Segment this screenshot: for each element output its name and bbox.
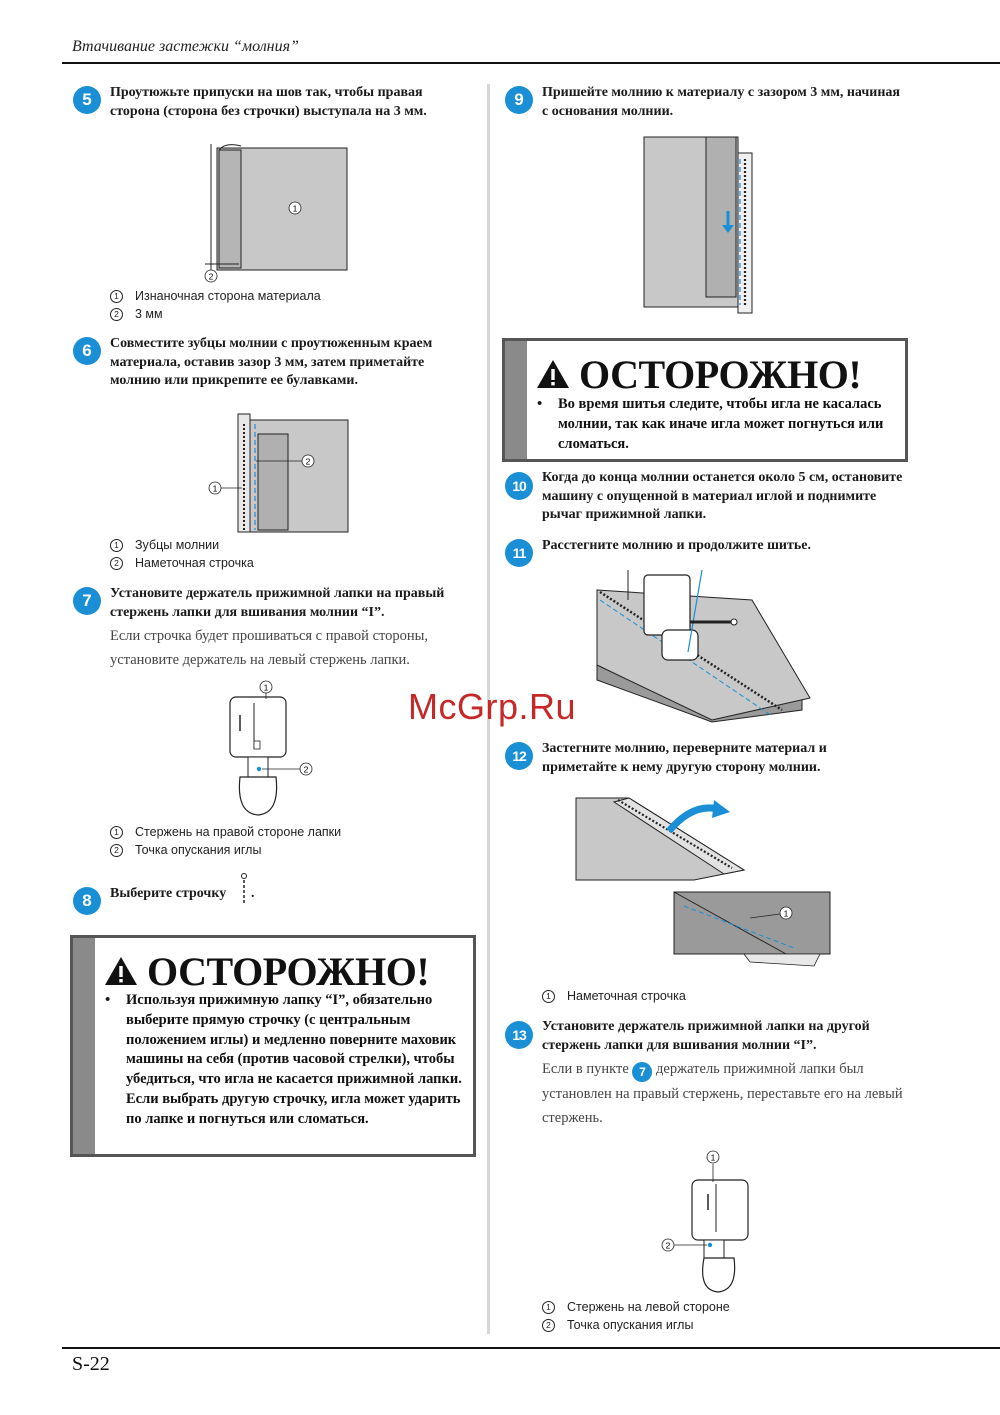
fig12-label-1: 1 [783,908,789,919]
legend-item: Точка опускания иглы [135,843,262,857]
step-8-suffix: . [251,886,255,901]
step-10-badge: 10 [505,472,533,500]
step-7-body: Если строчка будет прошиваться с правой стороны, установите держатель на левый стержень лапки. [110,628,429,668]
fig7-label-2: 2 [303,764,309,775]
step-6-legend: 1 Зубцы молнии 2 Наметочная строчка [110,536,254,572]
straight-stitch-icon [238,872,252,908]
step-7-title: Установите держатель прижимной лапки на правый стержень лапки для вшивания молнии “I”. [110,586,445,620]
warning-box-right [502,338,908,462]
page-number: S-22 [72,1353,110,1375]
fig6-label-1: 1 [212,483,218,494]
step-12-badge: 12 [505,742,533,770]
step-9-title: Пришейте молнию к материалу с зазором 3 мм, начиная с основания молнии. [542,85,900,119]
legend-item: Стержень на правой стороне лапки [135,825,342,839]
step-8-title: Выберите строчку [110,886,227,901]
legend-item: Изнаночная сторона материала [135,289,321,303]
figure-step-6 [200,404,355,534]
watermark-text[interactable]: McGrp.Ru [408,686,577,727]
step-5-title: Проутюжьте припуски на шов так, чтобы правая сторона (сторона без строчки) выступала на 3 мм. [110,85,427,119]
warning-text-left: Используя прижимную лапку “I”, обязательно выберите прямую строчку (с центральным положением иглы) и медленно поверните маховик машины на себя (против часовой стрелки), чтобы убедиться, что игла не касается прижимной лапки. Если выбрать другую строчку, игла может ударить по лапке и погнуться или сломаться. [126,992,462,1127]
warning-heading: ОСТОРОЖНО! [103,944,429,998]
step-6-title: Совместите зубцы молнии с проутюженным краем материала, оставив зазор 3 мм, затем приметайте молнию или прикрепите ее булавками. [110,336,433,388]
step-7-badge: 7 [73,587,101,615]
figure-step-13 [656,1146,766,1294]
step-13-title: Установите держатель прижимной лапки на другой стержень лапки для вшивания молнии “I”. [542,1019,870,1053]
page-header-title: Втачивание застежки “молния” [72,38,299,55]
step-6-badge: 6 [73,337,101,365]
warning-bullet: • [537,396,543,412]
warning-side-bar [505,341,527,459]
step-10-title: Когда до конца молнии останется около 5 см, остановите машину с опущенной в материал иглой и поднимите рычаг прижимной лапки. [542,470,903,522]
legend-item: Наметочная строчка [135,556,254,570]
step-13-body: Если в пункте 7 держатель прижимной лапки был установлен на правый стержень, переставьте его на левый стержень. [542,1061,903,1126]
presser-foot-body [692,1180,748,1240]
fabric-bottom [674,892,830,954]
header-rule [62,62,1000,64]
figure-step-11 [592,570,814,725]
figure-step-9 [640,135,765,325]
step-11-title: Расстегните молнию и продолжите шитье. [542,538,811,553]
warning-heading: ОСТОРОЖНО! [535,347,861,401]
step-13-badge: 13 [505,1021,533,1049]
step-5-badge: 5 [73,86,101,114]
fig5-label-2: 2 [208,271,214,282]
figure-step-12 [574,796,836,982]
step-8-badge: 8 [73,887,101,915]
warning-text-right: Во время шитья следите, чтобы игла не касалась молнии, так как иначе игла может погнуться или сломаться. [558,396,884,452]
seam-allowance [219,150,241,268]
legend-item: 3 мм [135,307,163,321]
step-11-badge: 11 [505,539,533,567]
presser-foot [644,575,690,635]
fig5-label-1: 1 [292,203,298,214]
step-12-title: Застегните молнию, переверните материал и приметайте к нему другую сторону молнии. [542,741,827,775]
legend-item: Точка опускания иглы [567,1318,694,1332]
fig13-label-2: 2 [665,1240,671,1251]
step-5-legend: 1 Изнаночная сторона материала 2 3 мм [110,287,321,323]
step-7-ref-badge: 7 [632,1062,652,1082]
fig13-label-1: 1 [710,1152,716,1163]
figure-step-7 [210,677,320,822]
warning-triangle-icon [103,955,139,987]
step-13-legend: 1 Стержень на левой стороне 2 Точка опускания иглы [542,1298,730,1334]
warning-triangle-icon [535,358,571,390]
step-7-legend: 1 Стержень на правой стороне лапки 2 Точка опускания иглы [110,823,341,859]
figure-step-5 [195,140,355,285]
footer-rule [62,1347,1000,1349]
legend-item: Зубцы молнии [135,538,220,552]
step-9-badge: 9 [505,86,533,114]
legend-item: Стержень на левой стороне [567,1300,730,1314]
step-12-legend: 1 Наметочная строчка [542,987,686,1005]
fig6-label-2: 2 [305,456,311,467]
warning-box-left [70,935,476,1157]
fig7-label-1: 1 [263,682,269,693]
warning-bullet: • [105,992,111,1008]
warning-side-bar [73,938,95,1154]
legend-item: Наметочная строчка [567,989,686,1003]
